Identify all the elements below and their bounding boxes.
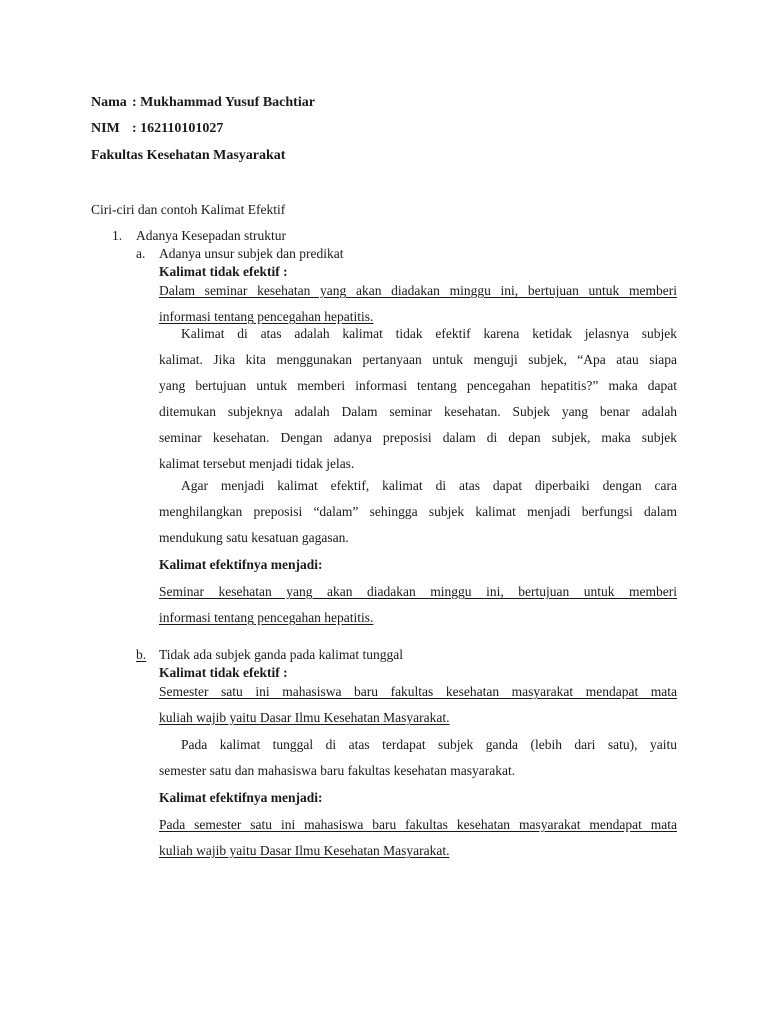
example-line: Dalam seminar kesehatan yang akan diadakan minggu ini, bertujuan untuk memberi (159, 283, 677, 298)
sub-a-letter: a. (136, 246, 146, 261)
example-line: Seminar kesehatan yang akan diadakan minggu ini, bertujuan untuk memberi (159, 584, 677, 599)
sub-b-explanation (159, 737, 677, 789)
sub-a-title: Adanya unsur subjek dan predikat (159, 246, 344, 261)
sub-b-title: Tidak ada subjek ganda pada kalimat tunggal (159, 647, 403, 662)
explanation-line: seminar kesehatan. Dengan adanya preposisi dalam di depan subjek, maka subjek (159, 430, 677, 445)
explanation-line: semester satu dan mahasiswa baru fakultas kesehatan masyarakat. (159, 763, 516, 778)
explanation-line: Pada kalimat tunggal di atas terdapat subjek ganda (lebih dari satu), yaitu (181, 737, 677, 752)
nim-label: NIM (91, 121, 120, 136)
example-line: kuliah wajib yaitu Dasar Ilmu Kesehatan Masyarakat. (159, 843, 450, 858)
explanation-line: Kalimat di atas adalah kalimat tidak efektif karena ketidak jelasnya subjek (181, 326, 677, 341)
sub-a-bad-label: Kalimat tidak efektif : (159, 264, 288, 279)
nim-value: : 162110101027 (132, 121, 224, 136)
explanation-line: menghilangkan preposisi “dalam” sehingga subjek kalimat menjadi berfungsi dalam (159, 504, 677, 519)
sub-b-bad-example (159, 684, 677, 736)
sub-a-explanation-1 (159, 326, 677, 482)
sub-a-good-example (159, 584, 677, 636)
sub-b-good-label: Kalimat efektifnya menjadi: (159, 790, 323, 805)
sub-b-good-example (159, 817, 677, 869)
section-title: Adanya Kesepadan struktur (136, 228, 286, 243)
explanation-line: yang bertujuan untuk memberi informasi tentang pencegahan hepatitis?” maka dapat (159, 378, 677, 393)
example-line: Pada semester satu ini mahasiswa baru fakultas kesehatan masyarakat mendapat mata (159, 817, 677, 832)
explanation-line: kalimat. Jika kita menggunakan pertanyaan untuk menguji subjek, “Apa atau siapa (159, 352, 677, 367)
explanation-line: kalimat tersebut menjadi tidak jelas. (159, 456, 355, 471)
sub-a-good-label: Kalimat efektifnya menjadi: (159, 557, 323, 572)
sub-b-letter: b. (136, 647, 147, 662)
explanation-line: Agar menjadi kalimat efektif, kalimat di atas dapat diperbaiki dengan cara (181, 478, 677, 493)
doc-title: Ciri-ciri dan contoh Kalimat Efektif (91, 202, 286, 217)
example-line: Semester satu ini mahasiswa baru fakultas kesehatan masyarakat mendapat mata (159, 684, 677, 699)
example-line: informasi tentang pencegahan hepatitis. (159, 309, 374, 324)
nama-value: : Mukhammad Yusuf Bachtiar (132, 95, 315, 110)
example-line: kuliah wajib yaitu Dasar Ilmu Kesehatan Masyarakat. (159, 710, 450, 725)
nama-label: Nama (91, 95, 127, 110)
sub-a-explanation-2 (159, 478, 677, 556)
section-number: 1. (112, 228, 123, 243)
faculty: Fakultas Kesehatan Masyarakat (91, 148, 286, 163)
sub-b-bad-label: Kalimat tidak efektif : (159, 665, 288, 680)
example-line: informasi tentang pencegahan hepatitis. (159, 610, 374, 625)
explanation-line: ditemukan subjeknya adalah Dalam seminar kesehatan. Subjek yang benar adalah (159, 404, 677, 419)
explanation-line: mendukung satu kesatuan gagasan. (159, 530, 349, 545)
